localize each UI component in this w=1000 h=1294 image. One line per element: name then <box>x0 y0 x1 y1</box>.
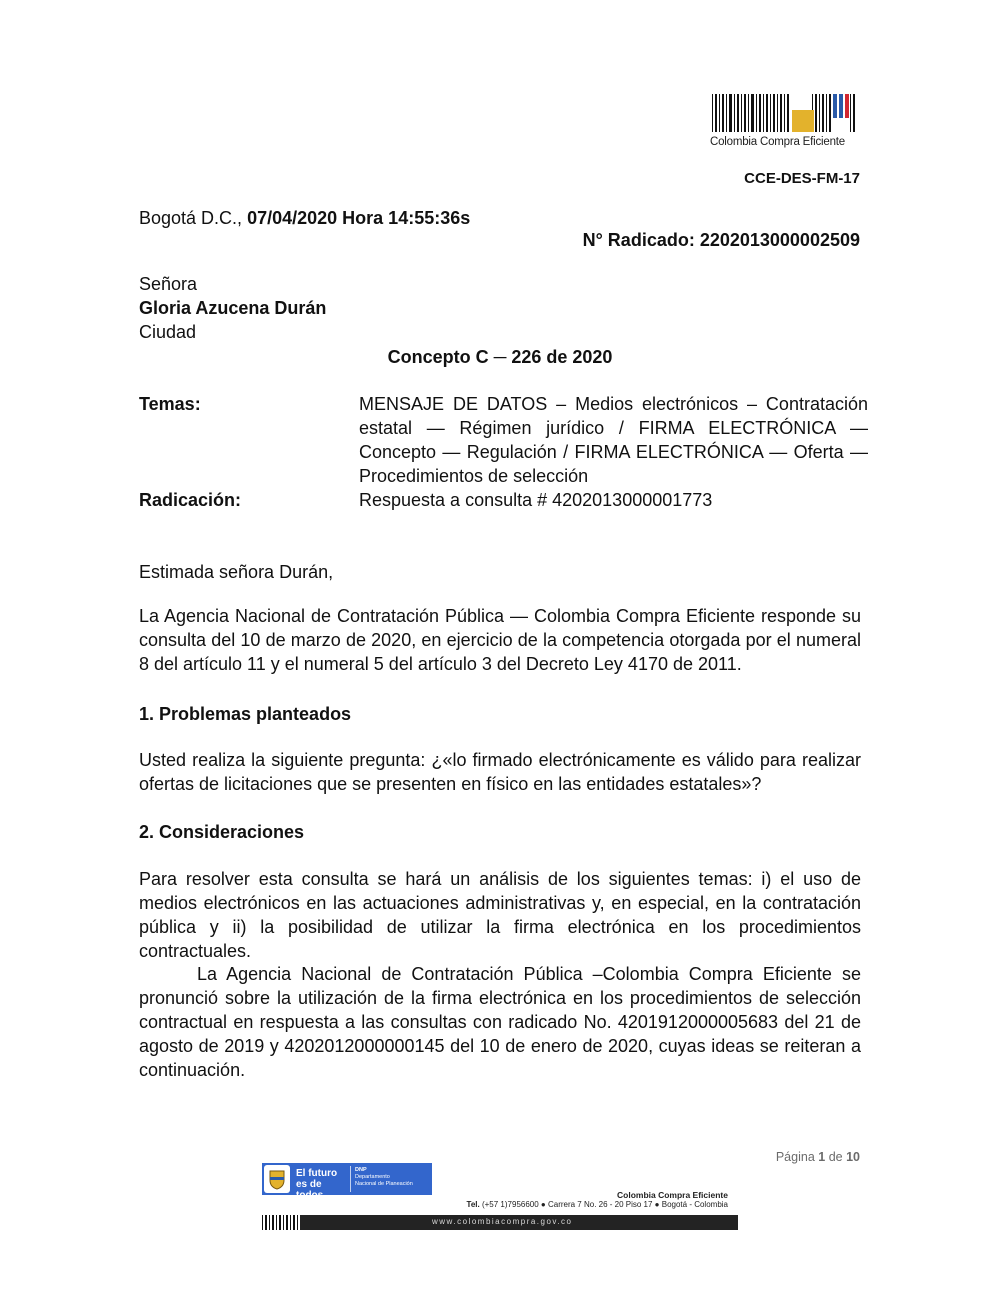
date-line <box>139 206 470 230</box>
paragraph-previous-concepts: La Agencia Nacional de Contratación Pública –Colombia Compra Eficiente se pronunció sobre la utilización de la firma electrónica en los procedimientos de selección contractual en respuesta a las consultas con radicado No. 4201912000005683 del 21 de agosto de 2019 y 4202012000000145 del 10 de enero de 2020, cuyas ideas se reiteran a continuación. <box>139 964 861 1080</box>
footer-tel-label: Tel. <box>466 1200 480 1209</box>
recipient-city: Ciudad <box>139 322 197 342</box>
gov-slogan <box>296 1168 348 1201</box>
colombia-compra-eficiente-logo <box>710 92 860 152</box>
recipient-block <box>139 272 539 344</box>
radicacion-label: Radicación: <box>139 490 242 510</box>
temas-line: estatal — Régimen jurídico / FIRMA ELECTRÓNICA — <box>359 418 868 438</box>
barcode-logo-icon <box>710 92 860 136</box>
dnp-text <box>355 1167 431 1188</box>
paragraph-intro: La Agencia Nacional de Contratación Pública — Colombia Compra Eficiente responde su consulta del 10 de marzo de 2020, en ejercicio de la competencia otorgada por el numeral 8 del artículo 11 y el numeral 5 del artículo 3 del Decreto Ley 4170 de 2011. <box>139 606 861 674</box>
recipient-title: Señora <box>139 274 198 294</box>
page-prefix: Página <box>775 1150 815 1164</box>
dnp-line: Departamento <box>355 1174 390 1180</box>
dnp-abbr: DNP <box>355 1167 367 1173</box>
footer-website: www.colombiacompra.gov.co <box>432 1217 573 1226</box>
footer-org: Colombia Compra Eficiente <box>617 1190 728 1200</box>
logo-text: Colombia Compra Eficiente <box>710 136 845 148</box>
temas-label: Temas: <box>139 394 201 414</box>
date-city: Bogotá D.C., <box>139 208 243 228</box>
government-logo <box>262 1163 432 1201</box>
date-time: 07/04/2020 Hora 14:55:36s <box>247 208 471 228</box>
coat-of-arms-icon <box>264 1165 290 1193</box>
logo-divider <box>350 1166 351 1192</box>
temas-line: Concepto — Regulación / FIRMA ELECTRÓNICA — Oferta — <box>359 442 868 462</box>
page-sep: de <box>828 1150 843 1164</box>
section-heading-problems: 1. Problemas planteados <box>139 704 352 724</box>
footer-contact <box>467 1200 728 1209</box>
recipient-name: Gloria Azucena Durán <box>139 298 327 318</box>
paragraph-analysis: Para resolver esta consulta se hará un análisis de los siguientes temas: i) el uso de medios electrónicos en las actuaciones administrativas y, en especial, en la contratación pública y ii) la posibilidad de utilizar la firma electrónica en los procedimientos contractuales. <box>139 869 861 961</box>
gov-slogan-line: es de todos <box>296 1179 324 1201</box>
temas-line: MENSAJE DE DATOS – Medios electrónicos – Contratación <box>359 394 868 414</box>
temas-line: Procedimientos de selección <box>359 466 589 486</box>
paragraph-question: Usted realiza la siguiente pregunta: ¿«lo firmado electrónicamente es válido para realizar ofertas de licitaciones que se presenten en físico en las entidades estatales»? <box>139 750 861 794</box>
concept-title: Concepto C ─ 226 de 2020 <box>387 347 613 367</box>
page-number <box>776 1150 860 1164</box>
page-current: 1 <box>818 1150 826 1164</box>
section-heading-considerations: 2. Consideraciones <box>139 822 305 842</box>
temas-value <box>359 392 868 488</box>
radicado-number: N° Radicado: 2202013000002509 <box>582 230 860 250</box>
footer-contact-text: (+57 1)7956600 ● Carrera 7 No. 26 - 20 Piso 17 ● Bogotá - Colombia <box>481 1200 728 1209</box>
form-code: CCE-DES-FM-17 <box>744 170 860 187</box>
footer-website-bar <box>300 1215 738 1230</box>
footer-barcode-icon <box>262 1215 300 1230</box>
dnp-line: Nacional de Planeación <box>355 1181 413 1187</box>
page-total: 10 <box>846 1150 860 1164</box>
radicacion-value: Respuesta a consulta # 4202013000001773 <box>359 490 713 510</box>
gov-slogan-line: El futuro <box>296 1168 338 1179</box>
salutation: Estimada señora Durán, <box>139 562 334 582</box>
